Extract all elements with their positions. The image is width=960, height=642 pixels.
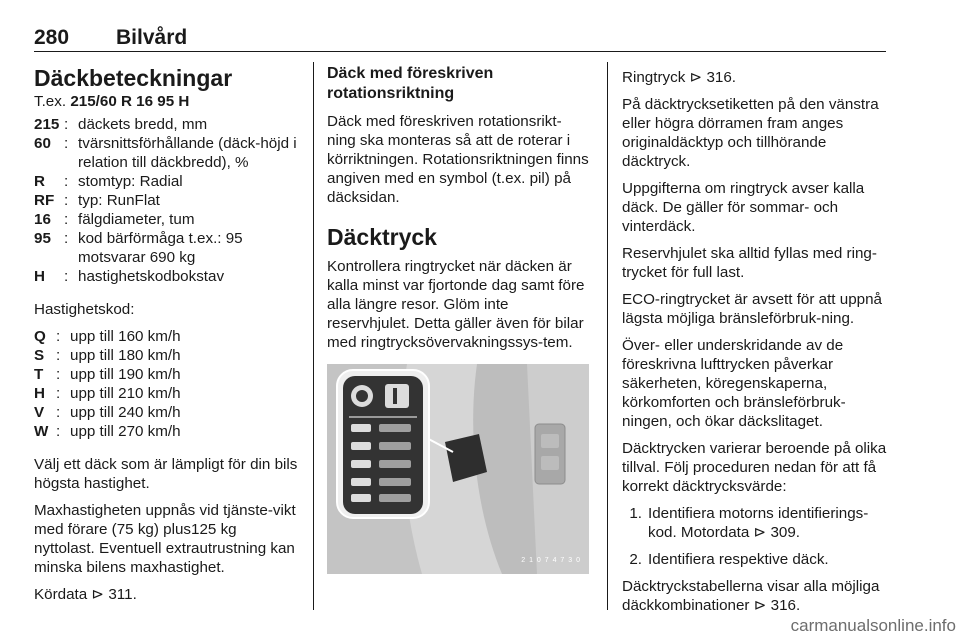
procedure-step <box>622 504 890 542</box>
tire-code-row <box>34 134 300 172</box>
code-term: H <box>34 268 45 285</box>
paragraph-pressure-effects: Över- eller underskridande av de föreskrivna lufttrycken påverkar säkerheten, köregenskaperna, körkomforten och bränsleförbruk-ningen, och ökar däckslitaget. <box>622 337 846 430</box>
paragraph-tables-ref: Däcktryckstabellerna visar alla möjliga däckkombinationer ⊳ 316. <box>622 578 880 614</box>
column-1 <box>34 62 300 612</box>
paragraph-rotation: Däck med föreskriven rotationsrikt-ning ska monteras så att de roterar i körriktningen. Rotationsriktningen finns angiven med en symbol (t.ex. pil) på däcksidan. <box>327 113 589 206</box>
code-term: 60 <box>34 135 51 152</box>
tire-code-row <box>34 229 300 267</box>
speed-code-heading: Hastighetskod: <box>34 301 135 318</box>
speed-code-row <box>34 422 300 441</box>
example-prefix: T.ex. <box>34 93 67 110</box>
page-header <box>34 26 886 52</box>
door-frame-illustration <box>327 364 589 574</box>
code-description: typ: RunFlat <box>78 192 160 209</box>
paragraph-spare-wheel: Reservhjulet ska alltid fyllas med ring-trycket för full last. <box>622 245 877 281</box>
paragraph-pressure-varies: Däcktrycken varierar beroende på olika tillval. Följ proceduren nedan för att få korrekt däcktrycksvärde: <box>622 440 887 495</box>
speed-code-row <box>34 365 300 384</box>
speed-code-row <box>34 384 300 403</box>
code-term: V <box>34 404 45 421</box>
example-line <box>34 92 300 111</box>
column-3 <box>622 62 890 623</box>
code-description: tvärsnittsförhållande (däck-höjd i relation till däckbredd), % <box>78 135 297 171</box>
paragraph-max-speed: Maxhastigheten uppnås vid tjänste-vikt med förare (75 kg) plus125 kg nyttolast. Eventuell extrautrustning kan minska bilens maxhastighet. <box>34 502 296 576</box>
tire-code-row <box>34 172 300 191</box>
paragraph-check-pressure: Kontrollera ringtrycket när däcken är kalla minst var fjortonde dag samt före alla längre resor. Glöm inte reservhjulet. Detta gäller även för bilar med ringtrycksövervakningssys-tem. <box>327 258 585 351</box>
colon-separator: : <box>56 347 61 364</box>
colon-separator: : <box>64 230 69 247</box>
image-code: 2 1 0 7 4 7 3 0 <box>521 557 581 564</box>
chapter-title: Bilvård <box>116 26 188 49</box>
step-number: 2. <box>629 551 642 568</box>
speed-code-row <box>34 403 300 422</box>
code-description: upp till 210 km/h <box>70 385 181 402</box>
code-description: hastighetskodbokstav <box>78 268 225 285</box>
colon-separator: : <box>64 192 69 209</box>
code-description: upp till 270 km/h <box>70 423 181 440</box>
section-title-rotation-direction: Däck med föreskriven rotationsriktning <box>327 65 494 102</box>
speed-code-list <box>34 327 300 441</box>
column-2 <box>327 62 589 574</box>
speed-code-row <box>34 327 300 346</box>
colon-separator: : <box>56 385 61 402</box>
colon-separator: : <box>64 211 69 228</box>
step-text: Identifiera respektive däck. <box>648 551 829 568</box>
code-term: R <box>34 173 45 190</box>
colon-separator: : <box>64 173 69 190</box>
colon-separator: : <box>56 366 61 383</box>
code-description: upp till 190 km/h <box>70 366 181 383</box>
paragraph-speed-choice: Välj ett däck som är lämpligt för din bils högsta hastighet. <box>34 456 298 492</box>
step-number: 1. <box>629 505 642 522</box>
colon-separator: : <box>64 116 69 133</box>
column-divider-1 <box>313 62 314 610</box>
code-term: 215 <box>34 116 60 133</box>
column-divider-2 <box>607 62 608 610</box>
example-code: 215/60 R 16 95 H <box>70 93 190 110</box>
code-term: RF <box>34 192 55 209</box>
colon-separator: : <box>64 268 69 285</box>
code-description: stomtyp: Radial <box>78 173 183 190</box>
code-description: kod bärförmåga t.ex.: 95 motsvarar 690 kg <box>78 230 243 266</box>
colon-separator: : <box>56 423 61 440</box>
speed-code-row <box>34 346 300 365</box>
code-description: fälgdiameter, tum <box>78 211 195 228</box>
paragraph-ringtryck-ref: Ringtryck ⊳ 316. <box>622 69 737 86</box>
tire-code-row <box>34 210 300 229</box>
code-term: Q <box>34 328 46 345</box>
tire-pressure-label-photo <box>327 364 589 574</box>
tire-code-list <box>34 115 300 286</box>
colon-separator: : <box>56 328 61 345</box>
section-title-tire-markings: Däckbeteckningar <box>34 65 233 91</box>
paragraph-eco-pressure: ECO-ringtrycket är avsett för att uppnå lägsta möjliga bränsleförbruk-ning. <box>622 291 882 327</box>
step-text: Identifiera motorns identifierings-kod. Motordata ⊳ 309. <box>648 505 869 541</box>
tire-code-row <box>34 115 300 134</box>
colon-separator: : <box>56 404 61 421</box>
code-description: upp till 240 km/h <box>70 404 181 421</box>
procedure-steps-list <box>622 504 890 569</box>
page-number: 280 <box>34 26 70 49</box>
code-description: upp till 160 km/h <box>70 328 181 345</box>
code-description: däckets bredd, mm <box>78 116 208 133</box>
code-term: W <box>34 423 49 440</box>
code-term: T <box>34 366 44 383</box>
code-term: 95 <box>34 230 51 247</box>
tire-code-row <box>34 191 300 210</box>
section-title-tire-pressure: Däcktryck <box>327 224 437 250</box>
code-description: upp till 180 km/h <box>70 347 181 364</box>
paragraph-kordata-ref: Kördata ⊳ 311. <box>34 586 137 603</box>
paragraph-label-location: På däcktrycksetiketten på den vänstra eller högra dörramen fram anges originaldäcktyp och tillhörande däcktryck. <box>622 96 879 170</box>
procedure-step <box>622 550 890 569</box>
code-term: S <box>34 347 45 364</box>
code-term: 16 <box>34 211 51 228</box>
paragraph-cold-tires: Uppgifterna om ringtryck avser kalla däck. De gäller för sommar- och vinterdäck. <box>622 180 865 235</box>
code-term: H <box>34 385 45 402</box>
watermark: carmanualsonline.info <box>790 616 956 635</box>
tire-code-row <box>34 267 300 286</box>
colon-separator: : <box>64 135 69 152</box>
